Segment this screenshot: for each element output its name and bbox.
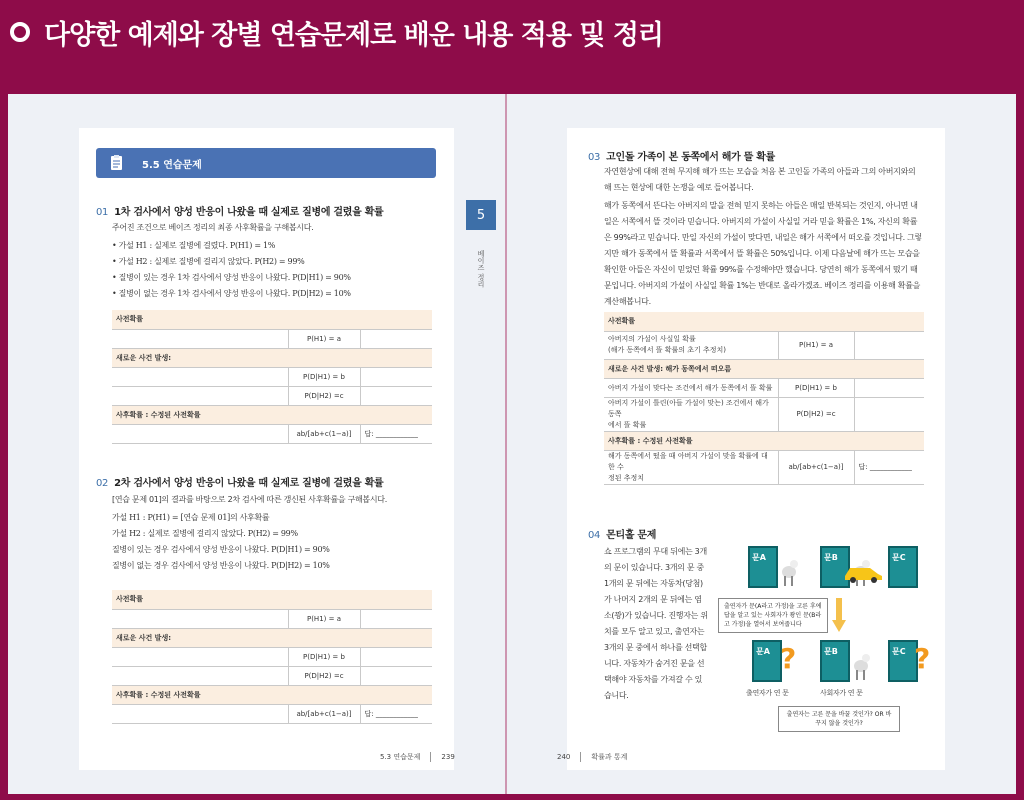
- q1-title: 1차 검사에서 양성 반응이 나왔을 때 실제로 질병에 걸렸을 확률: [114, 207, 384, 218]
- q4-title: 몬티홀 문제: [606, 530, 657, 541]
- right-footer: [557, 752, 627, 762]
- q2-line: 가설 H1 : P(H1) = [연습 문제 01]의 사후확률: [112, 513, 270, 522]
- likelihood-h1: P(D|H1) = b: [288, 647, 360, 666]
- answer-blank: 답: ____________: [360, 424, 432, 443]
- left-footer: [380, 752, 455, 762]
- likelihood-desc: 아버지 가설이 틀린(아들 가설이 맞는) 조건에서 해가 동쪽: [608, 398, 769, 418]
- posterior-formula: ab/[ab+c(1−a)]: [288, 704, 360, 723]
- goat-icon: [778, 556, 800, 588]
- prior-formula: P(H1) = a: [778, 331, 854, 359]
- host-note: 출연자가 문(A라고 가정)을 고른 후에 답을 알고 있는 사회자가 꽝인 문(B라고 가정)을 열어서 보여줍니다: [718, 598, 828, 633]
- q3-title: 고인돌 가족이 본 동쪽에서 해가 뜰 확률: [606, 152, 775, 163]
- q2-heading: [96, 474, 383, 489]
- likelihood-h2: P(D|H2) =c: [288, 386, 360, 405]
- prior-label: 사전확률: [112, 310, 432, 329]
- q1-bullet: • 질병이 없는 경우 1차 검사에서 양성 반응이 나왔다. P(D|H2) = 10%: [112, 289, 351, 298]
- prior-desc: (해가 동쪽에서 뜰 확률의 초기 추정치): [608, 346, 727, 354]
- q3-paragraph: 해가 동쪽에서 뜬다는 아버지의 말을 전혀 믿지 못하는 아들은 매일 반복되는 것인지, 아니면 내일은 서쪽에서 뜰 것이라 믿습니다. 아버지의 가설이 사실일 거라 믿을 확률은 1%, 자신의 확률은 99%라고 믿습니다. 만일 자신의 가설이 맞다면, 내일은 해가 서쪽에서 떠오를 것입니다. 그렇지만 해가 동쪽에서 뜰 확률과 서쪽에서 뜰 확률은 50%입니다. 이제 다음날에 해가 뜨는 모습을 확인한 아들은 자신이 믿었던 확률 99%를 수정해야만 했습니다. 당연히 해가 동쪽에서 떴기 때문입니다. 아버지의 가설이 사실일 확률 1%는 반대로 올라가겠죠. 베이즈 정리를 이용해 확률을 계산해봅니다.: [604, 201, 922, 306]
- q2-line: 질병이 있는 경우 검사에서 양성 반응이 나왔다. P(D|H1) = 90%: [112, 545, 330, 554]
- q3-number: 03: [588, 152, 601, 163]
- posterior-label: 사후확률 : 수정된 사전확률: [604, 431, 924, 450]
- q1-heading: [96, 203, 383, 218]
- arrow-down-icon: [832, 598, 846, 632]
- posterior-formula: ab/[ab+c(1−a)]: [288, 424, 360, 443]
- likelihood-h2: P(D|H2) =c: [288, 666, 360, 685]
- chapter-tab-number: 5: [466, 200, 496, 230]
- door-c: 문C: [888, 546, 918, 588]
- q2-intro: [연습 문제 01]의 결과를 바탕으로 2차 검사에 따른 갱신된 사후확률을 구해봅시다.: [112, 495, 387, 504]
- chapter-tab-label: 베이즈 정리: [477, 250, 485, 288]
- page-number: 239: [441, 753, 455, 761]
- q4-text: 쇼 프로그램의 무대 뒤에는 3개의 문이 있습니다. 3개의 문 중 1개의 문 뒤에는 자동차(당첨)가 나머지 2개의 문 뒤에는 염소(꽝)가 있습니다. 진행자는 위치를 모두 알고 있고, 출연자는 3개의 문 중에서 하나를 선택합니다. 자동차가 숨겨진 문을 선택해야 자동차를 가져갈 수 있습니다.: [604, 547, 708, 700]
- door-c-bottom: 문C: [888, 640, 918, 682]
- q1-bullet: • 가설 H1 : 실제로 질병에 걸렸다. P(H1) = 1%: [112, 241, 276, 250]
- event-label: 새로운 사건 발생:: [112, 628, 432, 647]
- q3-heading: [588, 148, 775, 163]
- q4-number: 04: [588, 530, 601, 541]
- question-mark-icon: ?: [780, 642, 797, 675]
- question-mark-icon: ?: [914, 642, 931, 675]
- clipboard-icon: [108, 154, 126, 172]
- q2-bayes-table: [112, 590, 432, 724]
- prior-formula: P(H1) = a: [288, 609, 360, 628]
- likelihood-h1: P(D|H1) = b: [288, 367, 360, 386]
- question-box: 출연자는 고른 문을 바꿀 것인가? OR 바꾸지 않을 것인가?: [778, 706, 900, 732]
- circle-bullet-icon: [10, 22, 30, 42]
- likelihood-h1: P(D|H1) = b: [778, 378, 854, 397]
- q1-intro: 주어진 조건으로 베이즈 정리의 최종 사후확률을 구해봅시다.: [112, 223, 314, 232]
- answer-blank: 답: ____________: [854, 450, 924, 484]
- q2-line: 가설 H2 : 실제로 질병에 걸리지 않았다. P(H2) = 99%: [112, 529, 298, 538]
- answer-blank: 답: ____________: [360, 704, 432, 723]
- q2-line: 질병이 없는 경우 검사에서 양성 반응이 나왔다. P(D|H2) = 10%: [112, 561, 330, 570]
- caption-contestant: 출연자가 연 문: [746, 689, 789, 697]
- door-b: 문B: [820, 546, 850, 588]
- posterior-label: 사후확률 : 수정된 사전확률: [112, 685, 432, 704]
- likelihood-desc: 에서 뜰 확률: [608, 420, 647, 429]
- section-title: 5.5 연습문제: [142, 159, 202, 171]
- q2-title: 2차 검사에서 양성 반응이 나왔을 때 실제로 질병에 걸렸을 확률: [114, 478, 384, 489]
- likelihood-desc: 아버지 가설이 맞다는 조건에서 해가 동쪽에서 뜰 확률: [604, 378, 778, 397]
- door-a: 문A: [748, 546, 778, 588]
- q3-bayes-table: [604, 312, 924, 485]
- header-banner: [0, 0, 1024, 64]
- door-a-bottom: 문A: [752, 640, 782, 682]
- q1-bayes-table: [112, 310, 432, 444]
- footer-section: 확률과 통계: [591, 753, 628, 761]
- prior-label: 사전확률: [604, 312, 924, 331]
- caption-host: 사회자가 연 문: [820, 689, 863, 697]
- prior-desc: 아버지의 가설이 사실일 확률: [608, 335, 696, 343]
- event-label: 새로운 사건 발생: 해가 동쪽에서 떠오름: [604, 359, 924, 378]
- q3-paragraph: 자연현상에 대해 전혀 무지해 해가 뜨는 모습을 처음 본 고인돌 가족의 아들과 그의 아버지와의 해 뜨는 현상에 대한 논쟁을 예로 들어봅니다.: [604, 167, 916, 192]
- q4-heading: [588, 526, 656, 541]
- posterior-label: 사후확률 : 수정된 사전확률: [112, 405, 432, 424]
- event-label: 새로운 사건 발생:: [112, 348, 432, 367]
- car-icon: [842, 560, 884, 584]
- section-header-bar: [96, 148, 436, 178]
- prior-label: 사전확률: [112, 590, 432, 609]
- posterior-desc: 해가 동쪽에서 떴을 때 아버지 가설이 맞을 확률에 대한 수: [608, 451, 768, 471]
- banner-title: 다양한 예제와 장별 연습문제로 배운 내용 적용 및 정리: [44, 19, 664, 51]
- goat-icon: [850, 650, 872, 682]
- book-spine: [505, 94, 507, 794]
- posterior-desc: 정된 추정치: [608, 473, 645, 482]
- footer-section: 5.3 연습문제: [380, 753, 421, 761]
- q1-number: 01: [96, 207, 109, 218]
- prior-formula: P(H1) = a: [288, 329, 360, 348]
- page-number: 240: [557, 753, 571, 761]
- q1-bullet: • 가설 H2 : 실제로 질병에 걸리지 않았다. P(H2) = 99%: [112, 257, 305, 266]
- q2-number: 02: [96, 478, 109, 489]
- likelihood-h2: P(D|H2) =c: [778, 397, 854, 431]
- q1-bullet: • 질병이 있는 경우 1차 검사에서 양성 반응이 나왔다. P(D|H1) = 90%: [112, 273, 351, 282]
- posterior-formula: ab/[ab+c(1−a)]: [778, 450, 854, 484]
- door-b-bottom: 문B: [820, 640, 850, 682]
